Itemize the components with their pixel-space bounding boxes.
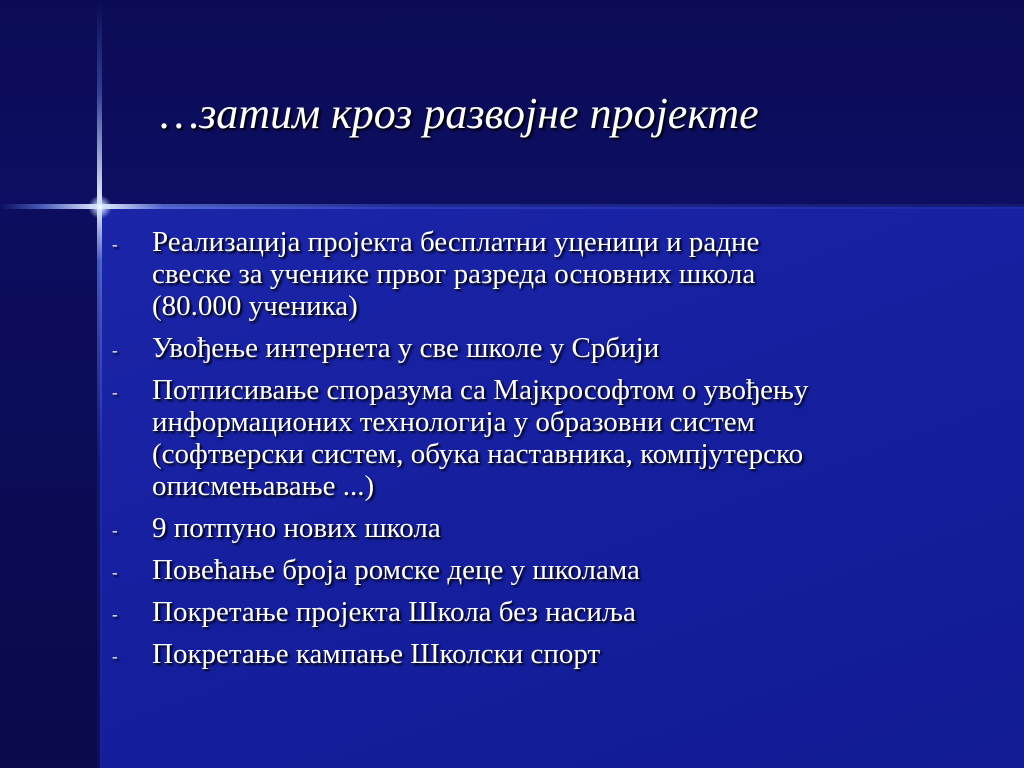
list-item <box>112 638 1012 670</box>
bullet-dash: - <box>112 235 118 254</box>
star-sparkle-icon <box>88 195 112 219</box>
list-item <box>112 512 1012 544</box>
bullet-text: Потписивање споразума са Мајкрософтом о увођењу информационих технологија у образовни систем (софтверски систем, обука наставника, компјутерско описмењавање ...) <box>152 374 809 502</box>
bullet-dash: - <box>112 521 118 540</box>
bullet-dash: - <box>112 605 118 624</box>
left-margin-background <box>0 207 100 768</box>
light-streak-horizontal <box>0 204 1024 209</box>
list-item <box>112 226 1012 322</box>
light-streak-vertical <box>97 0 102 768</box>
list-item <box>112 596 1012 628</box>
bullet-text: Покретање кампање Школски спорт <box>152 638 601 670</box>
list-item <box>112 374 1012 502</box>
bullet-text: Покретање пројекта Школа без насиља <box>152 596 636 628</box>
list-item <box>112 554 1012 586</box>
bullet-dash: - <box>112 563 118 582</box>
list-item <box>112 332 1012 364</box>
slide-title: …затим кроз развојне пројекте <box>160 89 759 138</box>
bullet-text: Увођење интернета у све школе у Србији <box>152 332 660 364</box>
bullet-dash: - <box>112 383 118 402</box>
bullet-list <box>112 226 1012 680</box>
bullet-dash: - <box>112 341 118 360</box>
bullet-dash: - <box>112 647 118 666</box>
bullet-text: Реализација пројекта бесплатни уценици и радне свеске за ученике првог разреда основних школа (80.000 ученика) <box>152 226 760 322</box>
bullet-text: Повећање броја ромске деце у школама <box>152 554 640 586</box>
bullet-text: 9 потпуно нових школа <box>152 512 441 544</box>
